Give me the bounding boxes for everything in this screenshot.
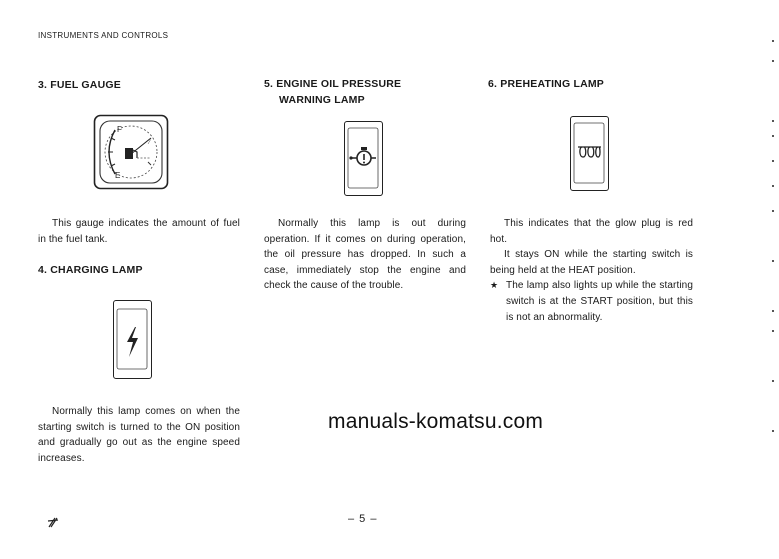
oil-pressure-heading-line1: 5. ENGINE OIL PRESSURE — [264, 78, 402, 90]
gauge-empty-mark: E — [115, 171, 121, 180]
glow-plug-coil-icon — [571, 117, 608, 190]
oil-pressure-text: Normally this lamp is out during operation. If it comes on during operation, the oil pressure has dropped. In such a case, immediately stop the engine and check the cause of the trouble. — [264, 218, 466, 292]
svg-text:⁄: ⁄ — [149, 140, 151, 146]
note-star-icon: ★ — [490, 280, 499, 291]
binding-edge-marks — [772, 30, 776, 450]
fuel-gauge-icon — [93, 114, 169, 190]
preheating-heading: 6. PREHEATING LAMP — [488, 78, 604, 90]
oil-pressure-heading-line2: WARNING LAMP — [279, 94, 365, 106]
preheating-lamp-illustration — [570, 116, 609, 191]
oil-pressure-lamp-illustration — [344, 121, 383, 196]
fuel-gauge-heading: 3. FUEL GAUGE — [38, 79, 121, 91]
oil-pressure-description — [264, 216, 466, 294]
gauge-full-mark: F — [117, 125, 122, 134]
charging-lamp-text: Normally this lamp comes on when the starting switch is turned to the ON position and gradually go out as the engine speed increases. — [38, 406, 240, 464]
charging-lamp-illustration — [113, 300, 152, 379]
fuel-gauge-illustration — [93, 114, 169, 190]
section-header: INSTRUMENTS AND CONTROLS — [38, 31, 169, 40]
lightning-bolt-icon — [114, 301, 151, 378]
preheating-text-1: This indicates that the glow plug is red hot. — [490, 218, 693, 245]
preheating-note-text: The lamp also lights up while the starting switch is at the START position, but this is not an abnormality. — [506, 280, 693, 323]
page-number: – 5 – — [348, 513, 378, 525]
charging-lamp-description — [38, 404, 240, 466]
preheating-text-2: It stays ON while the starting switch is being held at the HEAT position. — [490, 249, 693, 276]
oil-pressure-icon — [345, 122, 382, 195]
preheating-note — [490, 278, 693, 325]
charging-lamp-heading: 4. CHARGING LAMP — [38, 264, 143, 276]
printer-mark-icon — [46, 515, 60, 529]
preheating-description — [490, 216, 693, 325]
fuel-gauge-text: This gauge indicates the amount of fuel in the fuel tank. — [38, 218, 240, 245]
fuel-gauge-description — [38, 216, 240, 247]
corner-mark — [46, 515, 60, 534]
watermark: manuals-komatsu.com — [328, 410, 544, 433]
